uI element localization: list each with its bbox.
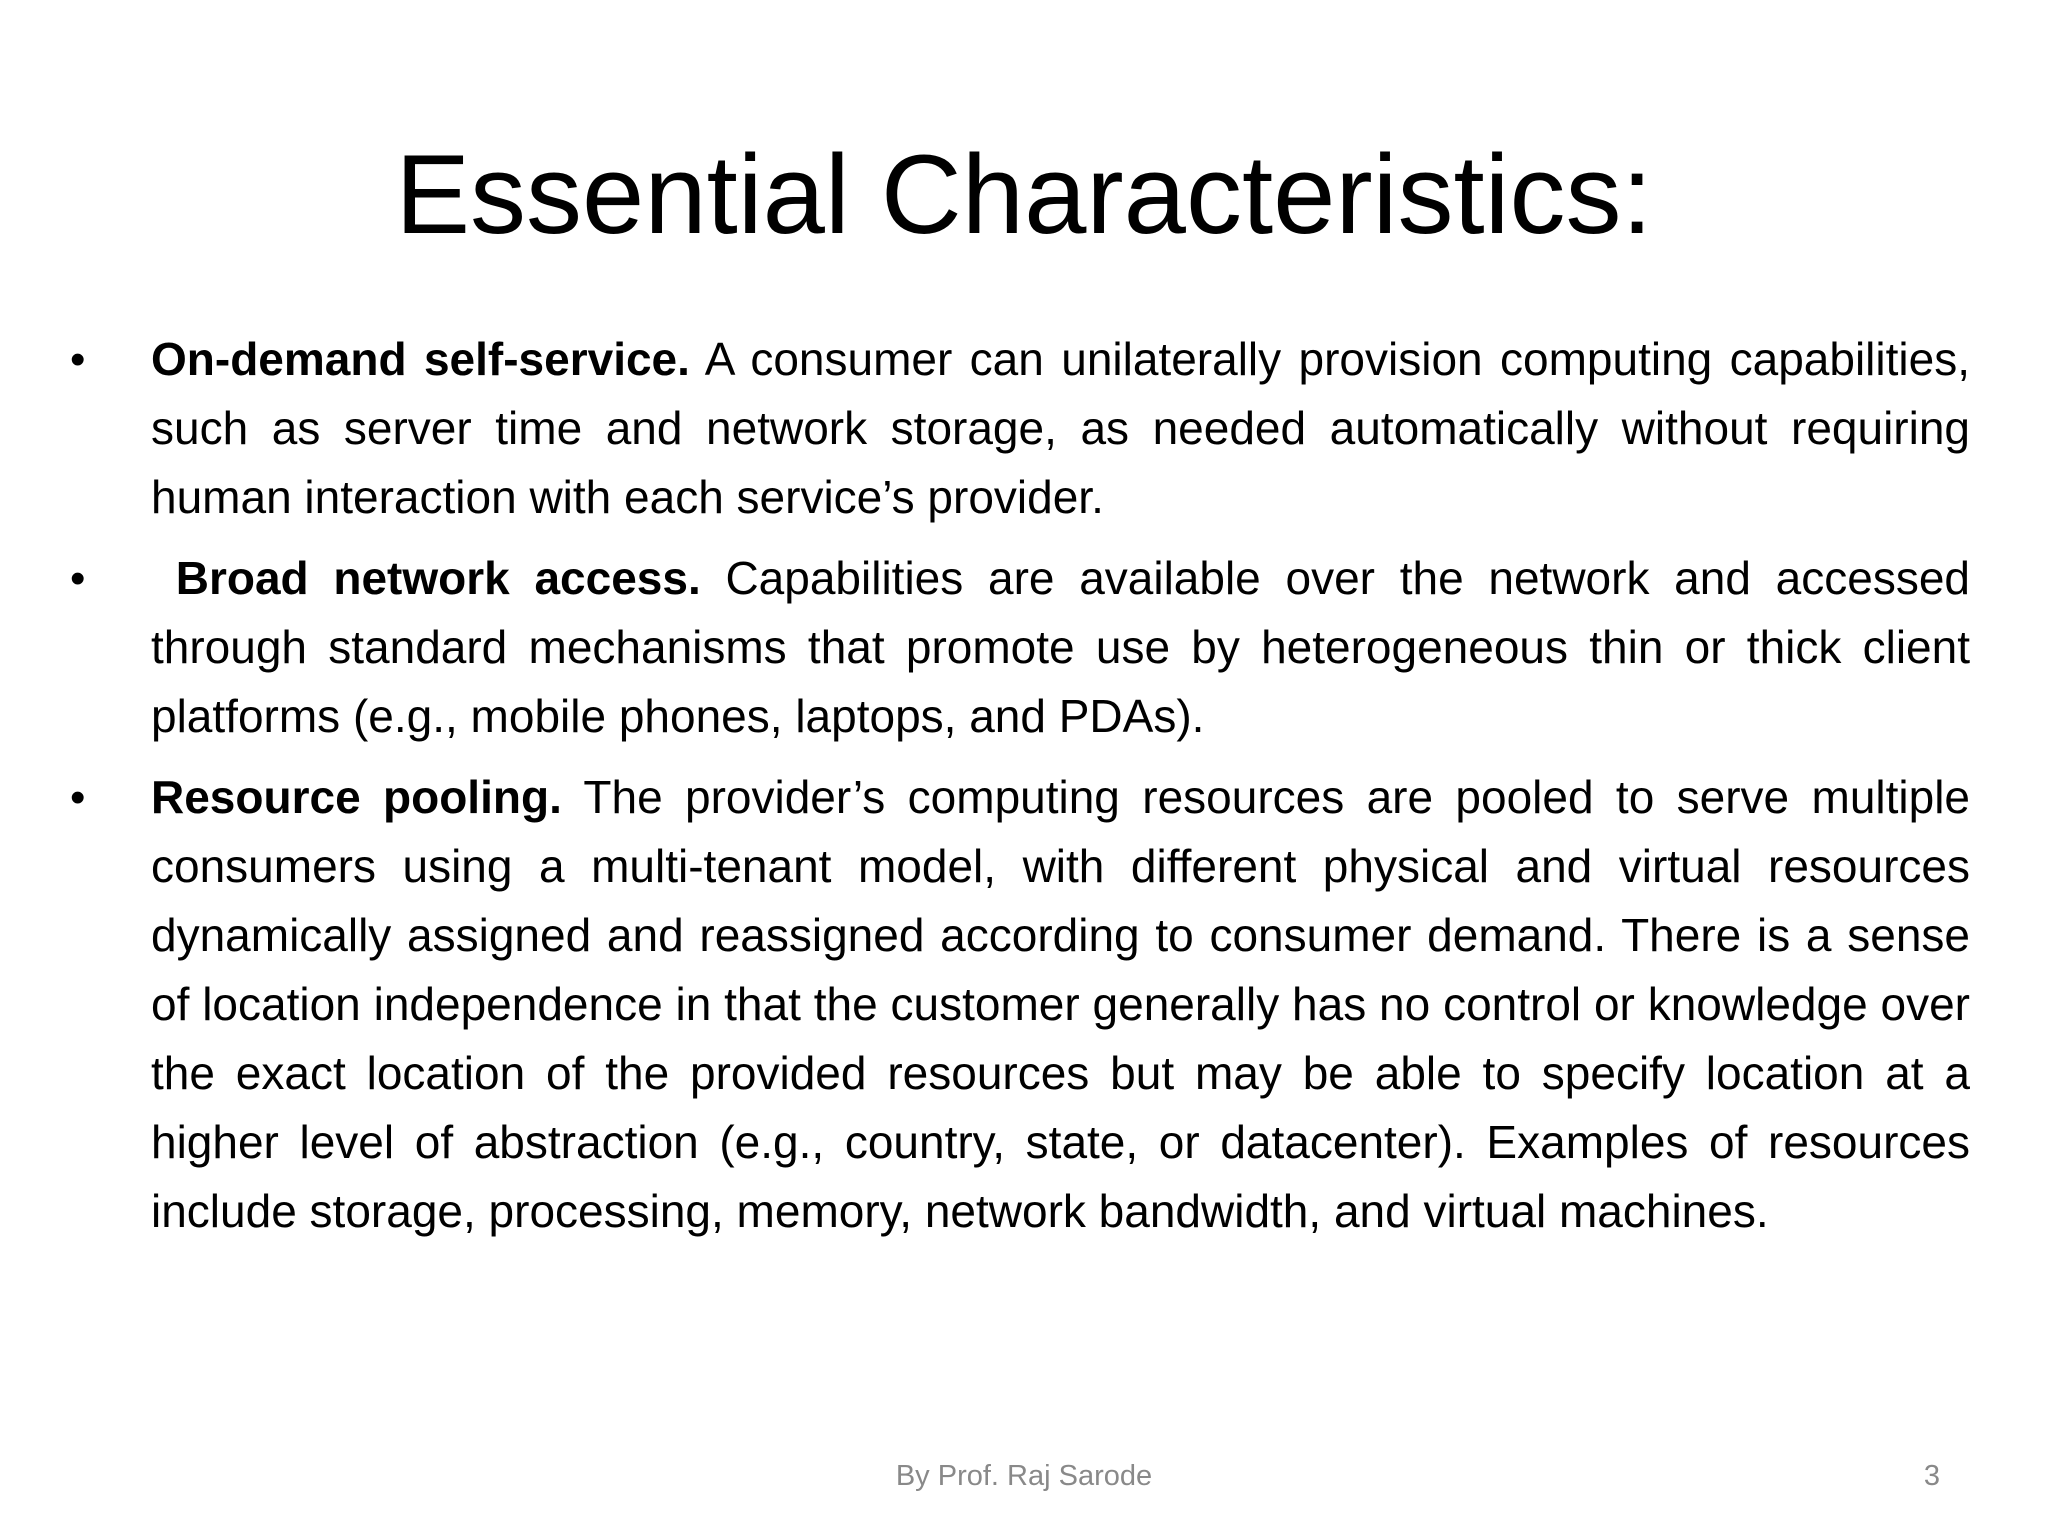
bullet-term: On-demand self-service. [151, 333, 690, 385]
bullet-item-resource-pooling [70, 763, 1970, 1246]
bullet-item-on-demand-self-service [70, 325, 1970, 532]
bullet-term: Resource pooling. [151, 771, 562, 823]
bullet-dot-icon: • [70, 554, 86, 603]
bullet-text: A consumer can unilaterally provision computing capabilities, such as server time and network storage, as needed automatically without requiring human interaction with each service’s provider. [151, 333, 1970, 523]
bullet-dot-icon: • [70, 335, 86, 384]
page-number: 3 [1923, 1460, 1940, 1492]
bullet-dot-icon: • [70, 773, 86, 822]
footer-author: By Prof. Raj Sarode [895, 1460, 1153, 1492]
bullet-list [70, 325, 1970, 1246]
slide-title: Essential Characteristics: [395, 132, 1653, 257]
bullet-item-broad-network-access [70, 544, 1970, 751]
bullet-text: The provider’s computing resources are pooled to serve multiple consumers using a multi-tenant model, with different physical and virtual resources dynamically assigned and reassigned according to consumer demand. There is a sense of location independence in that the customer generally has no control or knowledge over the exact location of the provided resources but may be able to specify location at a higher level of abstraction (e.g., country, state, or datacenter). Examples of resources include storage, processing, memory, network bandwidth, and virtual machines. [151, 771, 1971, 1237]
bullet-text: Capabilities are available over the network and accessed through standard mechanisms that promote use by heterogeneous thin or thick client platforms (e.g., mobile phones, laptops, and PDAs). [151, 552, 1970, 742]
bullet-term: Broad network access. [151, 552, 701, 604]
